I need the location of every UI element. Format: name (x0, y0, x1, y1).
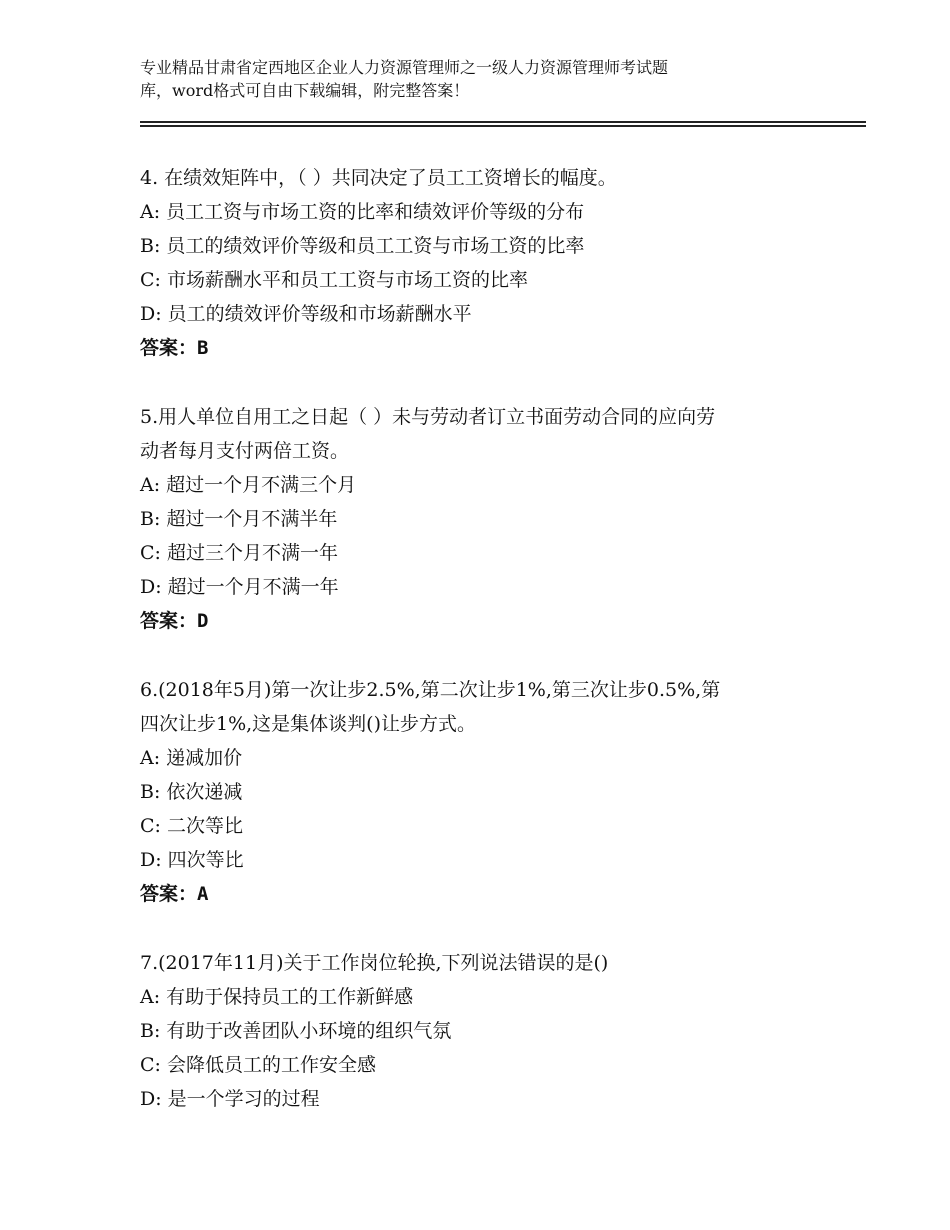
answer-line: 答案：D (140, 610, 209, 632)
option-c: C: 市场薪酬水平和员工工资与市场工资的比率 (140, 269, 528, 291)
option-b: B: 依次递减 (140, 781, 243, 803)
question-4 (140, 161, 820, 365)
option-a: A: 有助于保持员工的工作新鲜感 (140, 986, 414, 1008)
question-stem-line: 动者每月支付两倍工资。 (140, 440, 350, 462)
header-line-1: 专业精品甘肃省定西地区企业人力资源管理师之一级人力资源管理师考试题 (140, 58, 669, 77)
header-divider-top (140, 121, 866, 123)
option-d: D: 员工的绩效评价等级和市场薪酬水平 (140, 303, 472, 325)
option-d: D: 超过一个月不满一年 (140, 576, 339, 598)
header-line-2: 库，word格式可自由下载编辑，附完整答案！ (140, 81, 470, 100)
option-b: B: 有助于改善团队小环境的组织气氛 (140, 1020, 452, 1042)
question-5 (140, 400, 820, 638)
option-a: A: 员工工资与市场工资的比率和绩效评价等级的分布 (140, 201, 585, 223)
question-stem-line: 5.用人单位自用工之日起（ ）未与劳动者订立书面劳动合同的应向劳 (140, 406, 716, 428)
question-stem-line: 4. 在绩效矩阵中，（ ）共同决定了员工工资增长的幅度。 (140, 167, 617, 189)
option-d: D: 是一个学习的过程 (140, 1088, 320, 1110)
option-c: C: 超过三个月不满一年 (140, 542, 338, 564)
question-stem-line: 四次让步1%,这是集体谈判()让步方式。 (140, 713, 477, 735)
option-c: C: 会降低员工的工作安全感 (140, 1054, 376, 1076)
question-stem-line: 7.(2017年11月)关于工作岗位轮换,下列说法错误的是() (140, 952, 609, 974)
option-d: D: 四次等比 (140, 849, 244, 871)
answer-line: 答案：B (140, 337, 209, 359)
option-a: A: 超过一个月不满三个月 (140, 474, 357, 496)
question-7 (140, 946, 820, 1116)
document-header (140, 56, 780, 102)
option-c: C: 二次等比 (140, 815, 243, 837)
question-6 (140, 673, 820, 911)
header-divider-bottom (140, 125, 866, 127)
option-a: A: 递减加价 (140, 747, 243, 769)
option-b: B: 员工的绩效评价等级和员工工资与市场工资的比率 (140, 235, 585, 257)
question-stem-line: 6.(2018年5月)第一次让步2.5%,第二次让步1%,第三次让步0.5%,第 (140, 679, 721, 701)
answer-line: 答案：A (140, 883, 209, 905)
option-b: B: 超过一个月不满半年 (140, 508, 338, 530)
